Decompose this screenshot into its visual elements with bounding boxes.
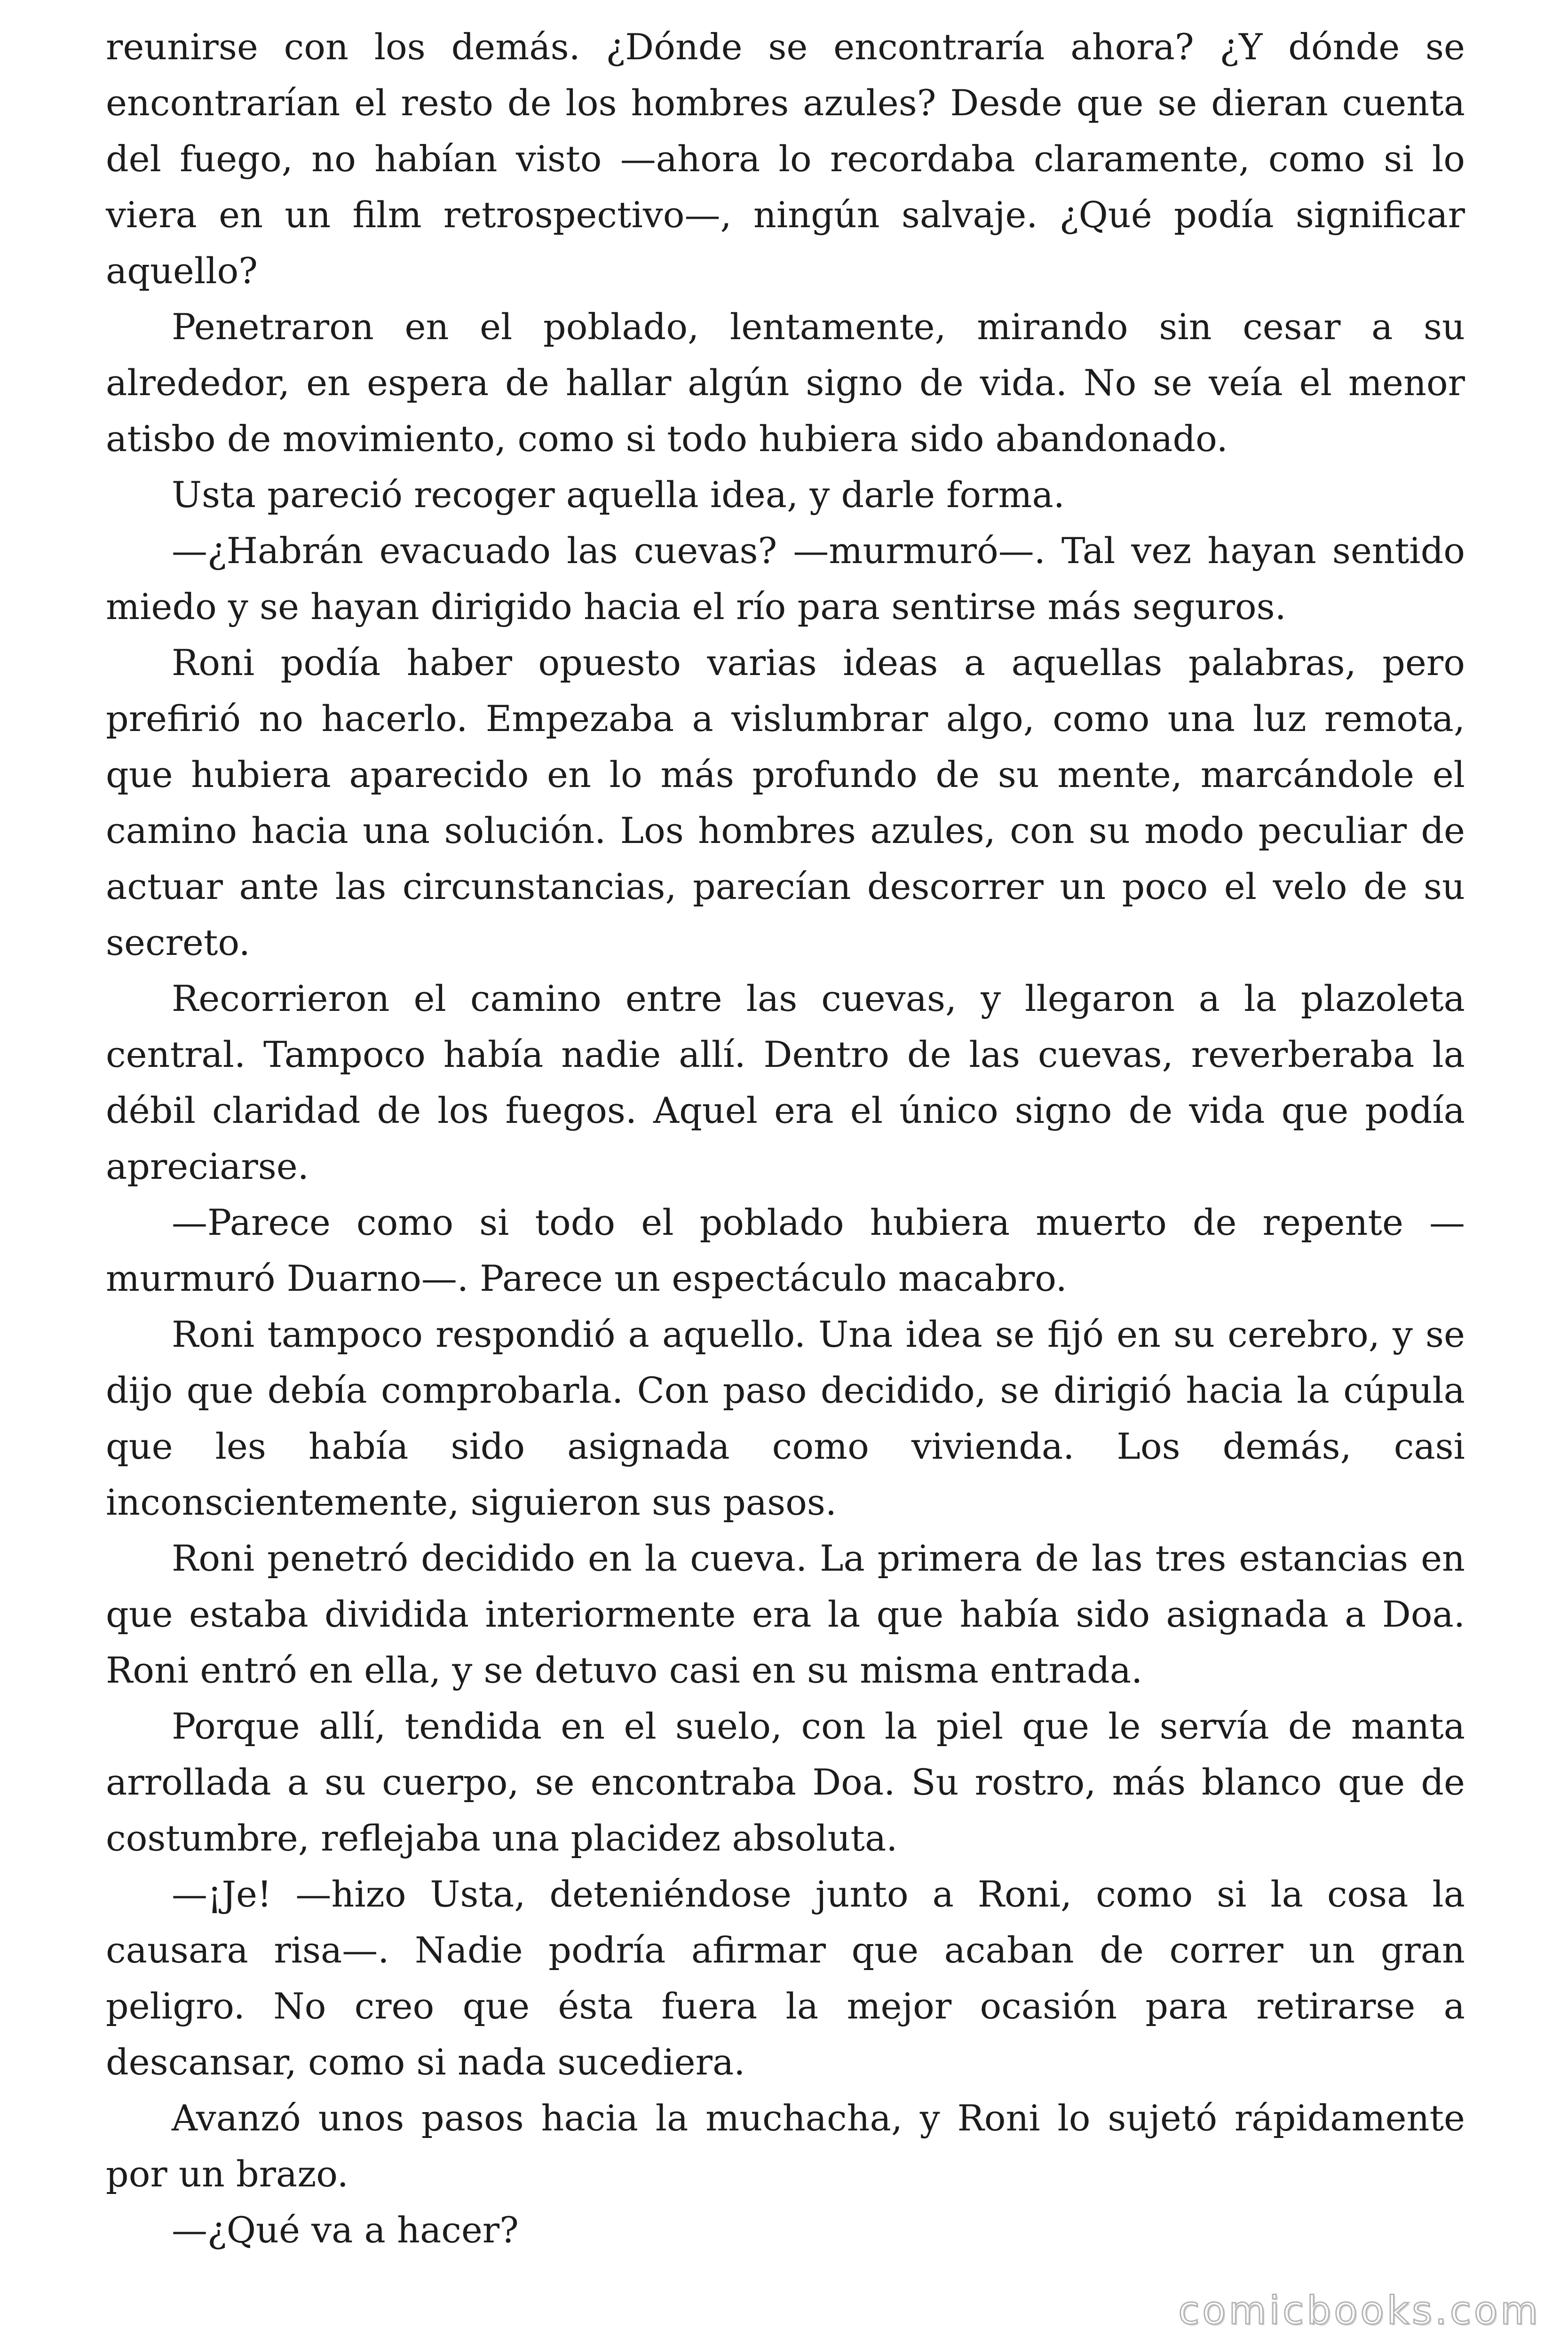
paragraph: —¿Habrán evacuado las cuevas? —murmuró—. Tal vez hayan sentido miedo y se hayan dirigido hacia el río para sentirse más seguros. — [106, 530, 1465, 628]
paragraph: —¿Qué va a hacer? — [172, 2209, 519, 2251]
paragraph: Roni podía haber opuesto varias ideas a aquellas palabras, pero prefirió no hacerlo. Empezaba a vislumbrar algo, como una luz remota, que hubiera aparecido en lo más profundo de su mente, marcándole el camino hacia una solución. Los hombres azules, con su modo peculiar de actuar ante las circunstancias, parecían descorrer un poco el velo de su secreto. — [106, 642, 1465, 963]
paragraph: Usta pareció recoger aquella idea, y darle forma. — [172, 474, 1065, 516]
watermark: comicbooks.com — [1178, 2288, 1541, 2333]
paragraph: Recorrieron el camino entre las cuevas, y llegaron a la plazoleta central. Tampoco había nadie allí. Dentro de las cuevas, reverberaba la débil claridad de los fuegos. Aquel era el único signo de vida que podía apreciarse. — [106, 977, 1465, 1187]
paragraph: —¡Je! —hizo Usta, deteniéndose junto a Roni, como si la cosa la causara risa—. Nadie podría afirmar que acaban de correr un gran peligro. No creo que ésta fuera la mejor ocasión para retirarse a descansar, como si nada sucediera. — [106, 1873, 1465, 2083]
paragraph: Roni penetró decidido en la cueva. La primera de las tres estancias en que estaba dividida interiormente era la que había sido asignada a Doa. Roni entró en ella, y se detuvo casi en su misma entrada. — [106, 1537, 1465, 1691]
paragraph: Avanzó unos pasos hacia la muchacha, y Roni lo sujetó rápidamente por un brazo. — [106, 2097, 1465, 2195]
paragraph: Roni tampoco respondió a aquello. Una idea se fijó en su cerebro, y se dijo que debía comprobarla. Con paso decidido, se dirigió hacia la cúpula que les había sido asignada como vivienda. Los demás, casi inconscientemente, siguieron sus pasos. — [106, 1313, 1465, 1523]
book-page — [106, 19, 1465, 2258]
paragraph: —Parece como si todo el poblado hubiera muerto de repente —murmuró Duarno—. Parece un espectáculo macabro. — [106, 1201, 1465, 1299]
paragraph: Penetraron en el poblado, lentamente, mirando sin cesar a su alrededor, en espera de hallar algún signo de vida. No se veía el menor atisbo de movimiento, como si todo hubiera sido abandonado. — [106, 306, 1465, 460]
paragraph: Porque allí, tendida en el suelo, con la piel que le servía de manta arrollada a su cuerpo, se encontraba Doa. Su rostro, más blanco que de costumbre, reflejaba una placidez absoluta. — [106, 1705, 1465, 1859]
paragraph: reunirse con los demás. ¿Dónde se encontraría ahora? ¿Y dónde se encontrarían el resto de los hombres azules? Desde que se dieran cuenta del fuego, no habían visto —ahora lo recordaba claramente, como si lo viera en un film retrospectivo—, ningún salvaje. ¿Qué podía significar aquello? — [106, 26, 1465, 292]
